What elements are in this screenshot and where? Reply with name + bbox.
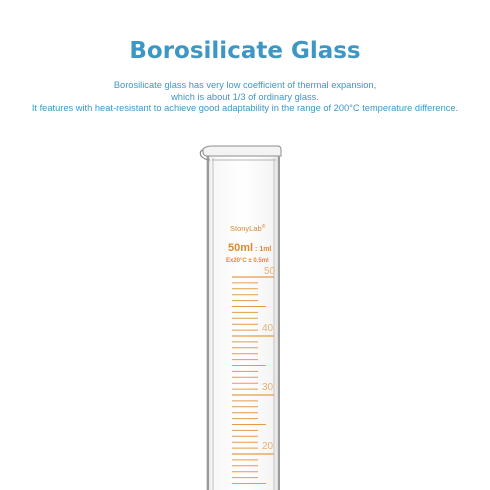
brand-text <box>230 223 266 233</box>
description-line-3: It features with heat-resistant to achieve good adaptability in the range of 200°C temperature difference. <box>31 103 459 113</box>
description-line-1: Borosilicate glass has very low coefficient of thermal expansion, <box>113 80 377 90</box>
brand-name: StonyLab <box>230 224 262 233</box>
scale-label-40: 40 <box>262 323 274 334</box>
capacity-value: 50ml <box>228 242 254 254</box>
scale-label-30: 30 <box>262 382 274 393</box>
cylinder-rim <box>203 146 281 156</box>
scale-label-50: 50 <box>264 266 276 277</box>
scale-label-20: 20 <box>262 441 274 452</box>
description-line-2: which is about 1/3 of ordinary glass. <box>171 91 319 102</box>
cylinder-body <box>206 150 280 490</box>
registered-mark: ® <box>261 224 266 230</box>
capacity-separator: : <box>253 246 260 253</box>
division-value: 1ml <box>259 246 272 253</box>
spec-text: Ex20°C ± 0.5ml <box>226 258 269 264</box>
page-title: Borosilicate Glass <box>129 38 361 64</box>
